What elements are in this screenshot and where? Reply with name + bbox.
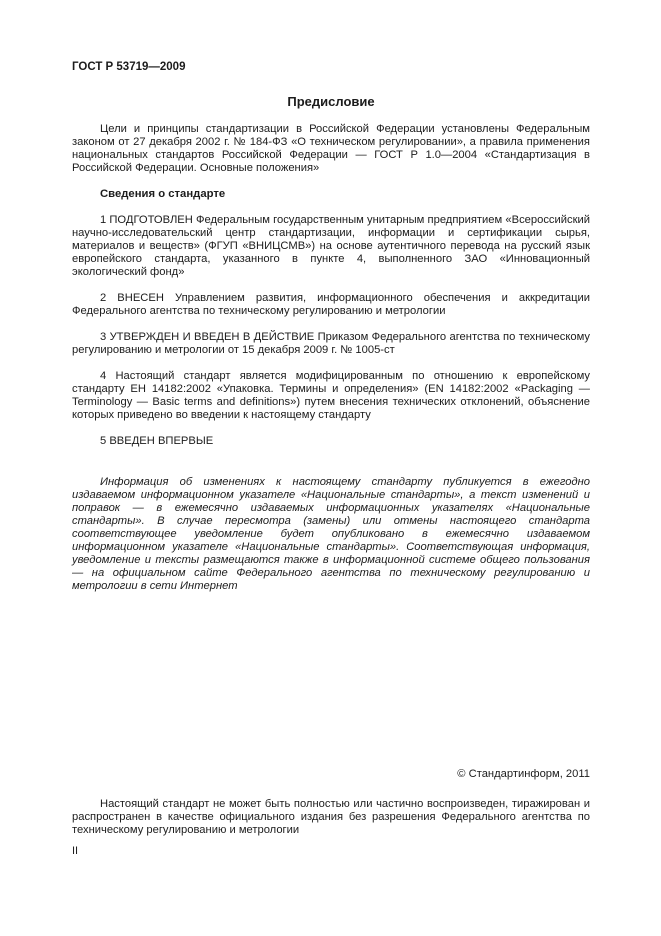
intro-paragraph: Цели и принципы стандартизации в Российской Федерации установлены Федеральным законом от 27 декабря 2002 г. № 184-ФЗ «О техническом регулировании», а правила применения национальных стандартов Российской Федерации — ГОСТ Р 1.0—2004 «Стандартизация в Российской Федерации. Основные положения» <box>72 123 590 174</box>
standard-info-item-1: 1 ПОДГОТОВЛЕН Федеральным государственным унитарным предприятием «Всероссийский научно-исследовательский центр стандартизации, информации и сертификации сырья, материалов и веществ» (ФГУП «ВНИЦСМВ») на основе аутентичного перевода на русский язык европейского стандарта, указанного в пункте 4, выполненного ЗАО «Инновационный экологический фонд» <box>72 214 590 278</box>
section-heading-standard-info: Сведения о стандарте <box>100 188 226 200</box>
page-number: II <box>72 845 79 857</box>
reproduction-restriction-note: Настоящий стандарт не может быть полностью или частично воспроизведен, тиражирован и распространен в качестве официального издания без разрешения Федерального агентства по техническому регулированию и метрологии <box>72 798 590 836</box>
copyright-line: © Стандартинформ, 2011 <box>457 768 590 780</box>
amendments-notice-paragraph: Информация об изменениях к настоящему стандарту публикуется в ежегодно издаваемом информационном указателе «Национальные стандарты», а текст изменений и поправок — в ежемесячно издаваемых информационных указателях «Национальные стандарты». В случае пересмотра (замены) или отмены настоящего стандарта соответствующее уведомление будет опубликовано в ежемесячно издаваемом информационном указателе «Национальные стандарты». Соответствующая информация, уведомление и тексты размещаются также в информационной системе общего пользования — на официальном сайте Федерального агентства по техническому регулированию и метрологии в сети Интернет <box>72 476 590 592</box>
standard-info-item-5: 5 ВВЕДЕН ВПЕРВЫЕ <box>100 435 214 447</box>
standard-info-item-4: 4 Настоящий стандарт является модифицированным по отношению к европейскому стандарту ЕН 14182:2002 «Упаковка. Термины и определения» (EN 14182:2002 «Packaging — Terminology — Basic terms and definitions») путем внесения технических отклонений, объяснение которых приведено во введении к настоящему стандарту <box>72 370 590 421</box>
standard-info-item-3: 3 УТВЕРЖДЕН И ВВЕДЕН В ДЕЙСТВИЕ Приказом Федерального агентства по техническому регулированию и метрологии от 15 декабря 2009 г. № 1005-ст <box>72 331 590 356</box>
document-code: ГОСТ Р 53719—2009 <box>72 61 186 73</box>
page-title: Предисловие <box>287 94 375 109</box>
standard-info-item-2: 2 ВНЕСЕН Управлением развития, информационного обеспечения и аккредитации Федерального агентства по техническому регулированию и метрологии <box>72 292 590 317</box>
